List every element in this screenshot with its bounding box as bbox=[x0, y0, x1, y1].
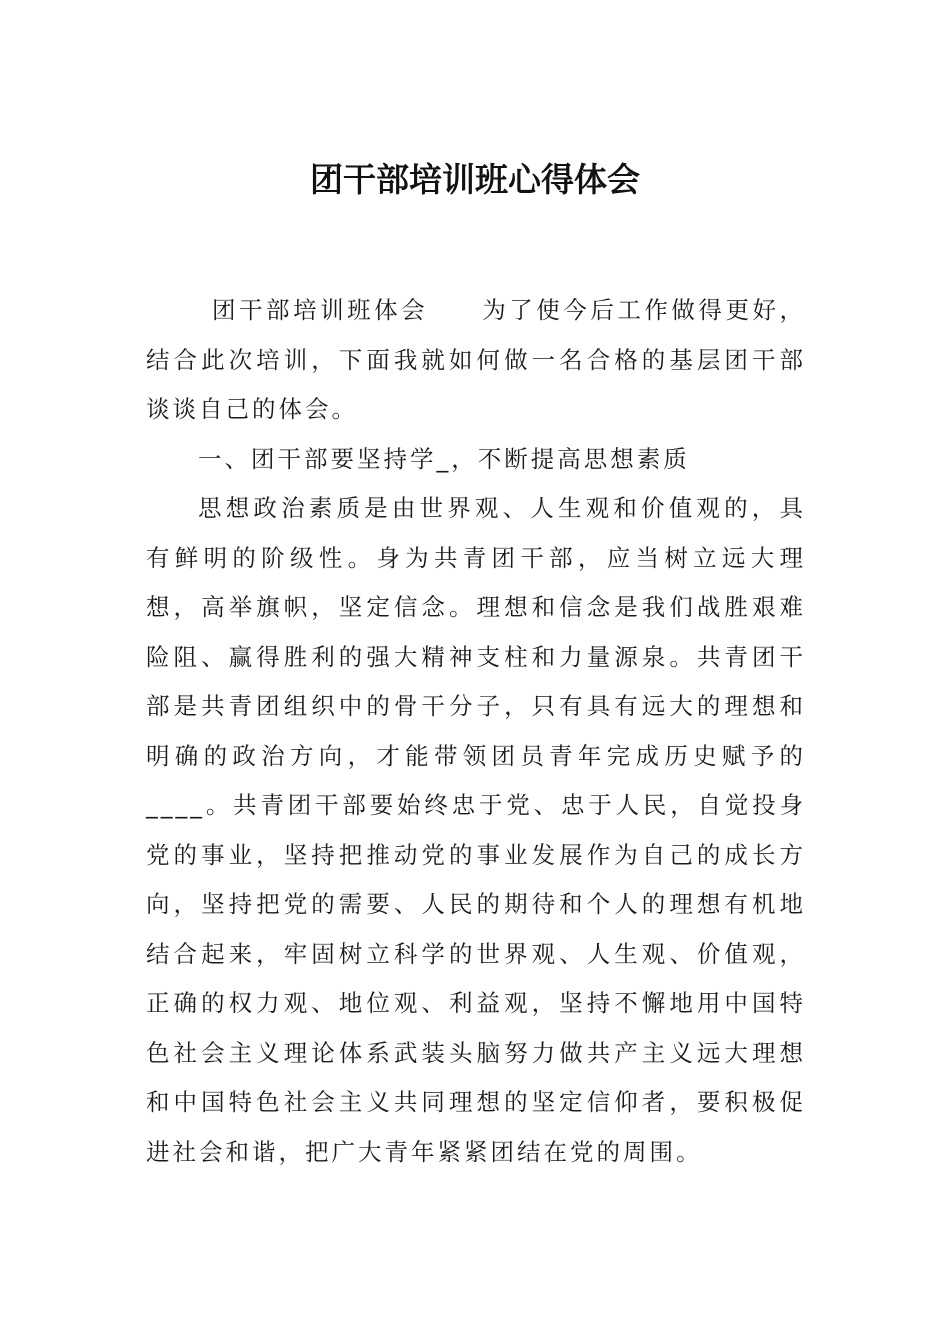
section-heading: 一、团干部要坚持学_，不断提高思想素质 bbox=[198, 444, 690, 473]
document-body bbox=[146, 286, 806, 1177]
paragraph-body: 思想政治素质是由世界观、人生观和价值观的，具有鲜明的阶级性。身为共青团干部，应当树立远大理想，高举旗帜，坚定信念。理想和信念是我们战胜艰难险阻、赢得胜利的强大精神支柱和力量源泉。共青团干部是共青团组织中的骨干分子，只有具有远大的理想和明确的政治方向，才能带领团员青年完成历史赋予的____。共青团干部要始终忠于党、忠于人民，自觉投身党的事业，坚持把推动党的事业发展作为自己的成长方向，坚持把党的需要、人民的期待和个人的理想有机地结合起来，牢固树立科学的世界观、人生观、价值观，正确的权力观、地位观、利益观，坚持不懈地用中国特色社会主义理论体系武装头脑努力做共产主义远大理想和中国特色社会主义共同理想的坚定信仰者，要积极促进社会和谐，把广大青年紧紧团结在党的周围。 bbox=[146, 494, 806, 1166]
document-title: 团干部培训班心得体会 bbox=[310, 160, 640, 199]
paragraph-intro: 团干部培训班体会 为了使今后工作做得更好，结合此次培训，下面我就如何做一名合格的基层团干部谈谈自己的体会。 bbox=[146, 296, 806, 423]
